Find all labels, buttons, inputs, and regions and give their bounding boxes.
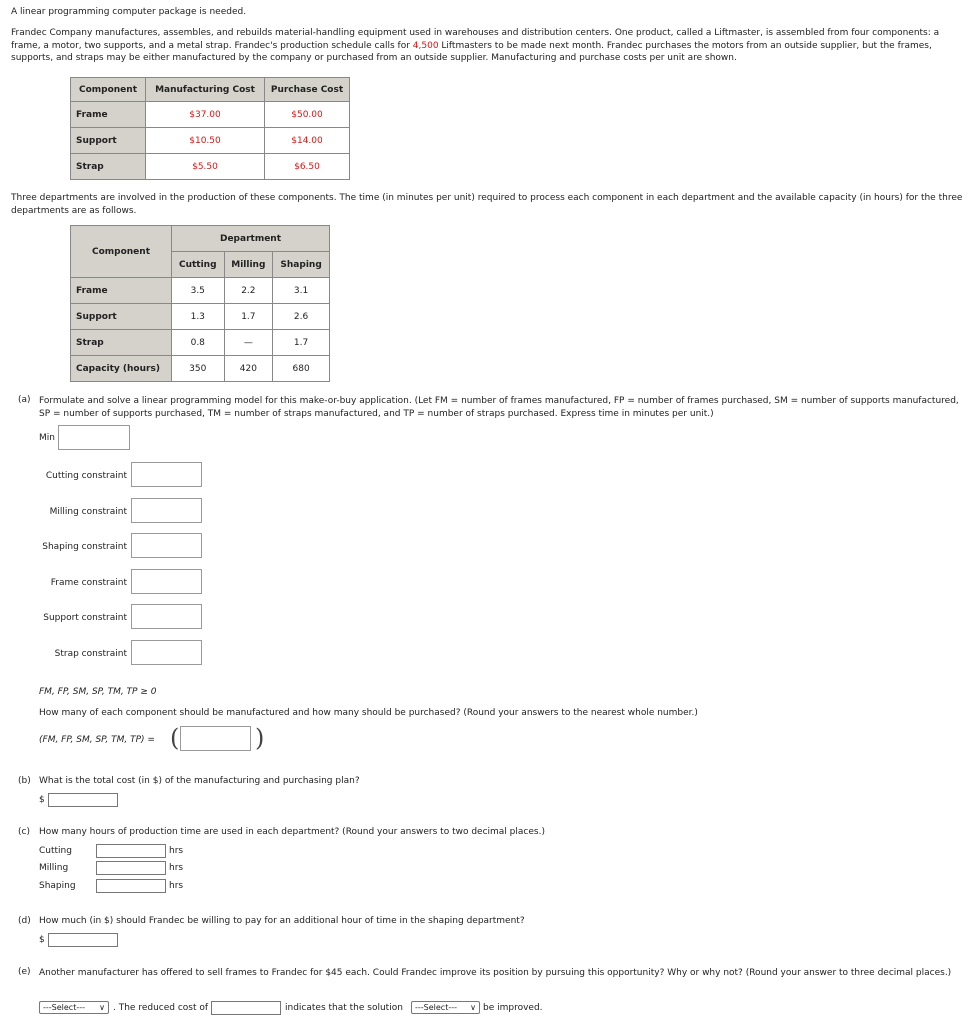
part-d-text: How much (in $) should Frandec be willing to pay for an additional hour of time in the shaping department? xyxy=(39,916,525,926)
part-e-text: Another manufacturer has offered to sell frames to Frandec for $45 each. Could Frandec improve its position by pursuing this opportunity? Why or why not? (Round your answer to three decimal places.) xyxy=(39,968,952,978)
intro-text: A linear programming computer package is needed. xyxy=(11,7,247,17)
capacity-shaping-value: 680 xyxy=(273,356,330,382)
currency-label: $ xyxy=(39,795,45,805)
dept-header-cutting: Cutting xyxy=(172,252,225,278)
cutting-constraint-input[interactable] xyxy=(131,462,202,487)
hrs-unit: hrs xyxy=(169,881,184,891)
currency-label: $ xyxy=(39,935,45,945)
part-c-letter: (c) xyxy=(18,827,30,837)
time-cutting-value: 0.8 xyxy=(172,330,225,356)
problem-text-b: Liftmasters to be made next month. Frandec purchases the motors from an outside supplier, but the frames, supports, and straps may be either manufactured by the company or purchased from an outside supplier. Manufacturing and purchase costs per unit are shown. xyxy=(11,40,932,63)
shaping-constraint-label: Shaping constraint xyxy=(42,542,127,552)
cost-mfg-value: $10.50 xyxy=(146,128,265,154)
time-row-label: Support xyxy=(71,304,172,330)
table-row xyxy=(71,154,350,180)
support-constraint-label: Support constraint xyxy=(43,613,127,623)
liftmaster-quantity: 4,500 xyxy=(412,40,439,51)
time-milling-value: 1.7 xyxy=(224,304,273,330)
support-constraint-input[interactable] xyxy=(131,604,202,629)
nonnegativity-text: FM, FP, SM, SP, TM, TP ≥ 0 xyxy=(39,687,157,697)
time-row-label: Strap xyxy=(71,330,172,356)
problem-paragraph-2: Three departments are involved in the production of these components. The time (in minutes per unit) required to process each component in each department and the available capacity (in hours) for the three departments are as follows. xyxy=(11,193,963,216)
table-row xyxy=(71,304,330,330)
time-shaping-value: 1.7 xyxy=(273,330,330,356)
cost-mfg-value: $5.50 xyxy=(146,154,265,180)
tuple-label: (FM, FP, SM, SP, TM, TP) = xyxy=(39,735,155,745)
part-a-question: How many of each component should be manufactured and how many should be purchased? (Round your answers to the nearest whole number.) xyxy=(39,708,698,718)
cost-purchase-value: $14.00 xyxy=(265,128,350,154)
solution-text: indicates that the solution xyxy=(285,1003,403,1013)
be-improved-text: be improved. xyxy=(483,1003,543,1013)
shaping-hours-input[interactable] xyxy=(96,879,166,893)
reduced-cost-text: . The reduced cost of xyxy=(113,1003,209,1013)
milling-hours-label: Milling xyxy=(39,863,69,873)
strap-constraint-input[interactable] xyxy=(131,640,202,665)
time-shaping-value: 2.6 xyxy=(273,304,330,330)
shaping-hour-value-input[interactable] xyxy=(48,933,118,947)
frame-constraint-input[interactable] xyxy=(131,569,202,594)
time-header-component: Component xyxy=(71,226,172,278)
capacity-milling-value: 420 xyxy=(224,356,273,382)
time-cutting-value: 3.5 xyxy=(172,278,225,304)
cost-purchase-value: $50.00 xyxy=(265,102,350,128)
cost-row-label: Strap xyxy=(71,154,146,180)
cost-row-label: Support xyxy=(71,128,146,154)
cost-purchase-value: $6.50 xyxy=(265,154,350,180)
chevron-down-icon: ∨ xyxy=(470,1003,476,1012)
dept-header-milling: Milling xyxy=(224,252,273,278)
close-paren: ) xyxy=(255,724,265,752)
strap-constraint-label: Strap constraint xyxy=(54,649,127,659)
constraints-block xyxy=(0,462,210,672)
cost-table xyxy=(70,77,350,180)
hrs-unit: hrs xyxy=(169,863,184,873)
time-shaping-value: 3.1 xyxy=(273,278,330,304)
total-cost-input[interactable] xyxy=(48,793,118,807)
time-cutting-value: 1.3 xyxy=(172,304,225,330)
shaping-constraint-input[interactable] xyxy=(131,533,202,558)
objective-input[interactable] xyxy=(58,425,130,450)
part-d-letter: (d) xyxy=(18,916,31,926)
time-milling-value: — xyxy=(224,330,273,356)
part-a-letter: (a) xyxy=(18,395,31,405)
shaping-hours-label: Shaping xyxy=(39,881,76,891)
time-header-department: Department xyxy=(172,226,330,252)
cutting-hours-label: Cutting xyxy=(39,846,72,856)
milling-constraint-label: Milling constraint xyxy=(49,507,127,517)
cost-row-label: Frame xyxy=(71,102,146,128)
improve-select-value: ---Select--- xyxy=(43,1003,85,1012)
cost-header-component: Component xyxy=(71,78,146,102)
hrs-unit: hrs xyxy=(169,846,184,856)
capacity-cutting-value: 350 xyxy=(172,356,225,382)
dept-header-shaping: Shaping xyxy=(273,252,330,278)
table-row xyxy=(71,330,330,356)
chevron-down-icon: ∨ xyxy=(99,1003,105,1012)
frame-constraint-label: Frame constraint xyxy=(50,578,127,588)
time-row-label: Frame xyxy=(71,278,172,304)
problem-text-a: Frandec Company manufactures, assembles, and rebuilds material-handling equipment used in warehouses and distribution centers. One product, called a Liftmaster, is assembled from four components: a frame, a motor, two supports, and a metal strap. Frandec's production schedule calls for xyxy=(11,28,940,51)
solution-select-value: ---Select--- xyxy=(415,1003,457,1012)
milling-constraint-input[interactable] xyxy=(131,498,202,523)
solution-tuple-input[interactable] xyxy=(180,726,251,751)
part-b-text: What is the total cost (in $) of the manufacturing and purchasing plan? xyxy=(39,776,360,786)
part-c-text: How many hours of production time are used in each department? (Round your answers to two decimal places.) xyxy=(39,827,545,837)
reduced-cost-input[interactable] xyxy=(211,1001,281,1015)
cost-header-manufacturing: Manufacturing Cost xyxy=(146,78,265,102)
table-row xyxy=(71,128,350,154)
solution-select[interactable] xyxy=(411,1001,480,1014)
cutting-hours-input[interactable] xyxy=(96,844,166,858)
table-row xyxy=(71,102,350,128)
cost-mfg-value: $37.00 xyxy=(146,102,265,128)
cost-header-purchase: Purchase Cost xyxy=(265,78,350,102)
cutting-constraint-label: Cutting constraint xyxy=(45,471,127,481)
milling-hours-input[interactable] xyxy=(96,861,166,875)
open-paren: ( xyxy=(170,724,180,752)
min-label: Min xyxy=(39,433,55,443)
time-row-label: Capacity (hours) xyxy=(71,356,172,382)
table-row xyxy=(71,278,330,304)
part-a-text: Formulate and solve a linear programming model for this make-or-buy application. (Let FM = number of frames manufactured, FP = number of frames purchased, SM = number of supports manufactured, SP = number of supports purchased, TM = number of straps manufactured, and TP = number of straps purchased. Express time in minutes per unit.) xyxy=(39,396,959,419)
table-row xyxy=(71,356,330,382)
improve-select[interactable] xyxy=(39,1001,109,1014)
part-b-letter: (b) xyxy=(18,776,31,786)
problem-paragraph-1 xyxy=(11,27,966,65)
part-e-letter: (e) xyxy=(18,967,31,977)
time-table xyxy=(70,225,330,382)
time-milling-value: 2.2 xyxy=(224,278,273,304)
